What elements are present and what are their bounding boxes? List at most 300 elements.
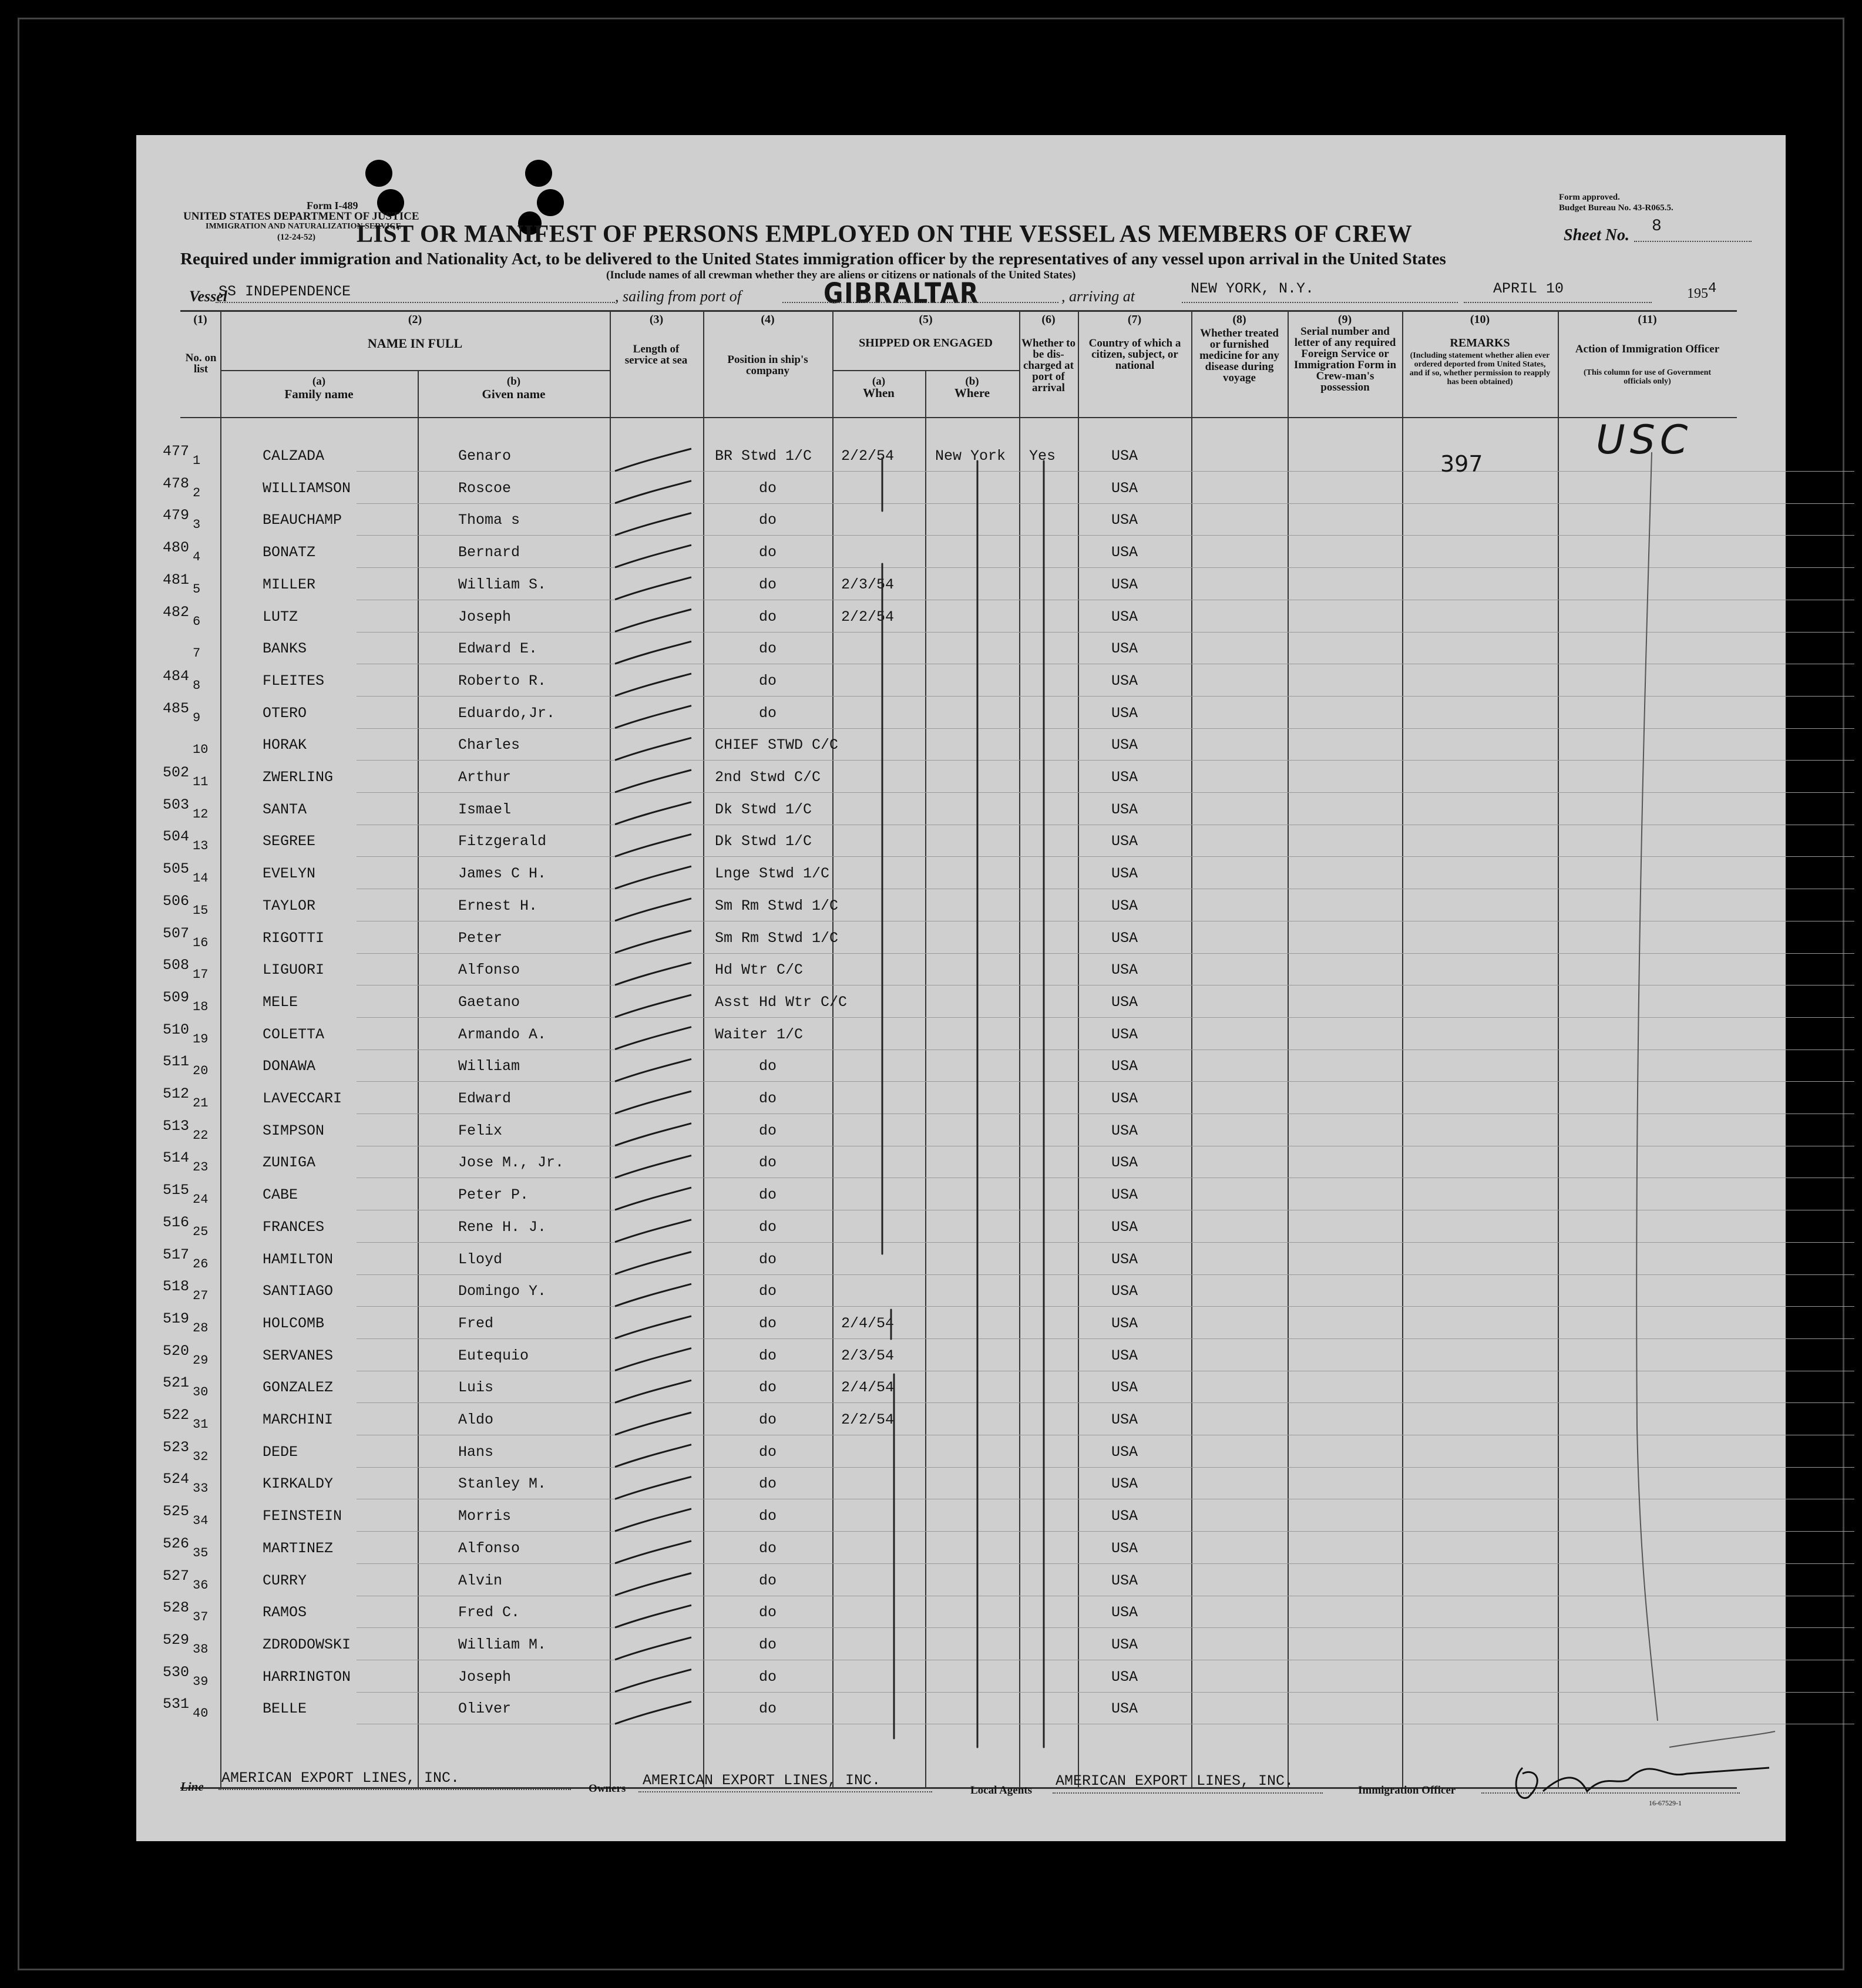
check-stroke (615, 834, 691, 856)
serial-number: 509 (162, 988, 189, 1006)
given-name: Bernard (458, 544, 520, 561)
given-name: Peter P. (458, 1186, 529, 1204)
check-stroke (615, 1316, 691, 1338)
check-stroke (615, 545, 691, 567)
discharge: Yes (1029, 448, 1056, 465)
check-stroke (615, 1573, 691, 1596)
line-number: 4 (193, 550, 201, 565)
family-name: HOLCOMB (263, 1314, 325, 1332)
country: USA (1111, 833, 1138, 850)
shipped-when: 2/4/54 (841, 1379, 895, 1397)
family-name: CABE (263, 1186, 298, 1204)
given-name: Alfonso (458, 1539, 520, 1557)
family-name: WILLIAMSON (263, 479, 351, 497)
check-stroke (615, 1220, 691, 1242)
position: do (759, 1283, 777, 1300)
country: USA (1111, 1508, 1138, 1525)
given-name: Arthur (458, 769, 512, 786)
vessel-name: SS INDEPENDENCE (219, 283, 351, 300)
country: USA (1111, 1700, 1138, 1718)
family-name: CALZADA (263, 448, 325, 465)
line-number: 5 (193, 581, 201, 597)
position: do (759, 1411, 777, 1428)
serial-number: 514 (162, 1149, 189, 1167)
family-name: RAMOS (263, 1604, 307, 1622)
country: USA (1111, 1154, 1138, 1172)
family-name: SANTA (263, 800, 307, 818)
line-number: 35 (193, 1545, 209, 1560)
form-approved: Form approved. (1559, 193, 1620, 202)
family-name: FEINSTEIN (263, 1508, 342, 1525)
position: do (759, 1090, 777, 1107)
departure-port: GIBRALTAR (824, 277, 979, 310)
given-name: Armando A. (458, 1025, 547, 1043)
line-number: 33 (193, 1481, 209, 1496)
given-name: Domingo Y. (458, 1283, 547, 1300)
line-label: Line (180, 1780, 204, 1794)
check-stroke (615, 449, 691, 471)
serial-number: 506 (162, 892, 189, 910)
position: do (759, 672, 777, 689)
serial-number: 524 (162, 1471, 189, 1488)
position: do (759, 1636, 777, 1653)
line-number: 38 (193, 1641, 209, 1657)
header-given-name: Given name (482, 387, 546, 401)
shipped-when: 2/4/54 (841, 1314, 895, 1332)
service: IMMIGRATION AND NATURALIZATION SERVICE (206, 222, 401, 231)
given-name: Aldo (458, 1411, 494, 1428)
serial-number: 531 (162, 1696, 189, 1713)
family-name: COLETTA (263, 1025, 325, 1043)
given-name: Genaro (458, 448, 512, 465)
family-name: BANKS (263, 640, 307, 658)
header-remarks: REMARKS (1450, 337, 1510, 349)
country: USA (1111, 1250, 1138, 1268)
check-stroke (615, 1476, 691, 1499)
country: USA (1111, 1090, 1138, 1107)
serial-number: 526 (162, 1535, 189, 1552)
family-name: HARRINGTON (263, 1668, 351, 1686)
header-medicine: Whether treated or furnished medicine for any disease during voyage (1199, 327, 1279, 384)
header-position: Position in ship's company (727, 354, 808, 377)
country: USA (1111, 544, 1138, 561)
given-name: Lloyd (458, 1250, 503, 1268)
country: USA (1111, 1604, 1138, 1622)
line-number: 9 (193, 710, 201, 725)
position: do (759, 1700, 777, 1718)
given-name: Hans (458, 1443, 494, 1461)
line-number: 17 (193, 967, 209, 983)
line-number: 34 (193, 1513, 209, 1529)
col-num: (6) (1041, 313, 1056, 326)
country: USA (1111, 1379, 1138, 1397)
budget-bureau: Budget Bureau No. 43-R065.5. (1559, 203, 1673, 213)
country: USA (1111, 672, 1138, 689)
line-number: 28 (193, 1320, 209, 1336)
serial-number: 529 (162, 1631, 189, 1649)
country: USA (1111, 1122, 1138, 1139)
country: USA (1111, 736, 1138, 754)
family-name: FRANCES (263, 1218, 325, 1236)
shipped-when: 2/2/54 (841, 1411, 895, 1428)
header-a: (a) (312, 375, 326, 388)
owners-label: Owners (589, 1782, 626, 1795)
serial-number: 482 (162, 603, 189, 621)
country: USA (1111, 1347, 1138, 1364)
check-stroke (615, 1091, 691, 1114)
position: Sm Rm Stwd 1/C (715, 897, 839, 914)
family-name: MILLER (263, 576, 316, 593)
check-stroke (615, 1445, 691, 1467)
given-name: Felix (458, 1122, 503, 1139)
given-name: Gaetano (458, 993, 520, 1011)
line-number: 12 (193, 806, 209, 822)
check-stroke (615, 1059, 691, 1081)
given-name: Fitzgerald (458, 833, 547, 850)
arriving-label: , arriving at (1061, 288, 1135, 305)
position: Lnge Stwd 1/C (715, 865, 830, 883)
shipped-when: 2/3/54 (841, 576, 895, 593)
check-stroke (615, 674, 691, 696)
country: USA (1111, 1186, 1138, 1204)
family-name: ZWERLING (263, 769, 334, 786)
family-name: HAMILTON (263, 1250, 334, 1268)
family-name: EVELYN (263, 865, 316, 883)
position: do (759, 1186, 777, 1204)
family-name: MARCHINI (263, 1411, 334, 1428)
officer-initials: USC (1596, 417, 1693, 463)
line-number: 6 (193, 614, 201, 629)
agents-label: Local Agents (970, 1784, 1033, 1797)
position: do (759, 1508, 777, 1525)
serial-number: 522 (162, 1407, 189, 1424)
position: do (759, 1379, 777, 1397)
line-number: 31 (193, 1417, 209, 1432)
position: do (759, 1250, 777, 1268)
header-serial: Serial number and letter of any required Foreign Service or Immigration Form in Crew-man's possession (1293, 325, 1397, 393)
given-name: Thoma s (458, 512, 520, 529)
col-num: (1) (193, 313, 207, 326)
serial-number: 505 (162, 860, 189, 878)
family-name: SIMPSON (263, 1122, 325, 1139)
check-stroke (615, 1027, 691, 1049)
serial-number: 523 (162, 1438, 189, 1456)
line-number: 11 (193, 775, 209, 789)
serial-number: 520 (162, 1342, 189, 1360)
family-name: LIGUORI (263, 961, 325, 979)
col-num: (11) (1638, 313, 1657, 326)
position: do (759, 512, 777, 529)
country: USA (1111, 479, 1138, 497)
header-b: (b) (506, 375, 521, 388)
country: USA (1111, 608, 1138, 625)
line-number: 32 (193, 1449, 209, 1464)
header-country: Country of which a citizen, subject, or national (1088, 337, 1181, 372)
line-number: 1 (193, 453, 201, 468)
line-number: 23 (193, 1160, 209, 1175)
sheet-number: 8 (1652, 217, 1662, 236)
country: USA (1111, 512, 1138, 529)
country: USA (1111, 1025, 1138, 1043)
check-stroke (615, 1637, 691, 1660)
col-num: (9) (1337, 313, 1352, 326)
position: do (759, 576, 777, 593)
family-name: DONAWA (263, 1058, 316, 1075)
arrival-port: NEW YORK, N.Y. (1191, 280, 1315, 297)
check-stroke (615, 706, 691, 728)
serial-number: 507 (162, 924, 189, 942)
header-discharged: Whether to be dis-charged at port of arrival (1021, 337, 1075, 394)
shipped-when: 2/2/54 (841, 608, 895, 625)
family-name: SANTIAGO (263, 1283, 334, 1300)
line-number: 14 (193, 871, 209, 886)
serial-number: 477 (162, 443, 189, 460)
position: CHIEF STWD C/C (715, 736, 839, 754)
position: do (759, 1218, 777, 1236)
serial-number: 504 (162, 828, 189, 846)
header-remarks-note: (Including statement whether alien ever ordered deported from United States, and if so, whether permission to reapply has been obtained) (1409, 351, 1551, 386)
form-date-code: (12-24-52) (277, 233, 315, 242)
family-name: CURRY (263, 1572, 307, 1589)
line-number: 25 (193, 1224, 209, 1239)
line-number: 8 (193, 678, 201, 693)
check-stroke (615, 610, 691, 632)
family-name: BONATZ (263, 544, 316, 561)
serial-number: 480 (162, 539, 189, 557)
serial-number: 503 (162, 796, 189, 813)
given-name: Alfonso (458, 961, 520, 979)
given-name: William S. (458, 576, 547, 593)
position: do (759, 1347, 777, 1364)
line-number: 3 (193, 517, 201, 533)
owners-value: AMERICAN EXPORT LINES, INC. (643, 1772, 881, 1789)
document-title: LIST OR MANIFEST OF PERSONS EMPLOYED ON THE VESSEL AS MEMBERS OF CREW (357, 221, 1413, 248)
arrival-date: APRIL 10 (1493, 280, 1564, 297)
given-name: Oliver (458, 1700, 512, 1718)
check-stroke (615, 1380, 691, 1402)
country: USA (1111, 576, 1138, 593)
check-stroke (615, 866, 691, 889)
country: USA (1111, 1411, 1138, 1428)
given-name: Roscoe (458, 479, 512, 497)
header-where: Where (954, 386, 990, 400)
country: USA (1111, 1283, 1138, 1300)
position: Waiter 1/C (715, 1025, 804, 1043)
line-number: 18 (193, 999, 209, 1014)
officer-label: Immigration Officer (1358, 1784, 1456, 1797)
given-name: Alvin (458, 1572, 503, 1589)
line-number: 37 (193, 1610, 209, 1625)
serial-number: 518 (162, 1278, 189, 1296)
check-stroke (615, 1123, 691, 1146)
col-num: (10) (1470, 313, 1490, 326)
line-number: 40 (193, 1706, 209, 1721)
print-code: 16-67529-1 (1649, 1799, 1682, 1807)
header-action-note: (This column for use of Government officials only) (1583, 368, 1712, 386)
family-name: ZDRODOWSKI (263, 1636, 351, 1653)
check-stroke (615, 1155, 691, 1178)
country: USA (1111, 865, 1138, 883)
family-name: MELE (263, 993, 298, 1011)
position: do (759, 1475, 777, 1493)
position: 2nd Stwd C/C (715, 769, 821, 786)
shipped-when: 2/3/54 (841, 1347, 895, 1364)
col-num: (5) (919, 313, 933, 326)
check-stroke (615, 481, 691, 503)
family-name: KIRKALDY (263, 1475, 334, 1493)
given-name: William (458, 1058, 520, 1075)
check-stroke (615, 1188, 691, 1210)
line-number: 15 (193, 903, 209, 918)
country: USA (1111, 929, 1138, 947)
line-number: 29 (193, 1353, 209, 1368)
position: do (759, 704, 777, 722)
family-name: BEAUCHAMP (263, 512, 342, 529)
line-number: 22 (193, 1128, 209, 1143)
check-stroke (615, 995, 691, 1017)
country: USA (1111, 704, 1138, 722)
line-number: 24 (193, 1192, 209, 1207)
given-name: Edward (458, 1090, 512, 1107)
serial-number: 517 (162, 1246, 189, 1263)
family-name: OTERO (263, 704, 307, 722)
serial-number: 513 (162, 1117, 189, 1135)
given-name: Eutequio (458, 1347, 529, 1364)
country: USA (1111, 961, 1138, 979)
position: do (759, 1539, 777, 1557)
line-number: 16 (193, 935, 209, 950)
country: USA (1111, 993, 1138, 1011)
check-stroke (615, 770, 691, 792)
serial-number: 512 (162, 1085, 189, 1102)
country: USA (1111, 1539, 1138, 1557)
position: BR Stwd 1/C (715, 448, 812, 465)
col-num: (4) (761, 313, 775, 326)
country: USA (1111, 1572, 1138, 1589)
remark-number: 397 (1440, 451, 1483, 477)
family-name: SERVANES (263, 1347, 334, 1364)
position: do (759, 640, 777, 658)
family-name: MARTINEZ (263, 1539, 334, 1557)
family-name: RIGOTTI (263, 929, 325, 947)
position: do (759, 1604, 777, 1622)
header-length: Length of service at sea (624, 343, 688, 366)
given-name: Fred (458, 1314, 494, 1332)
family-name: DEDE (263, 1443, 298, 1461)
given-name: Joseph (458, 1668, 512, 1686)
sheet-label: Sheet No. (1564, 226, 1629, 244)
position: do (759, 1443, 777, 1461)
col-num: (3) (649, 313, 664, 326)
col-num: (2) (408, 313, 422, 326)
serial-number: 515 (162, 1182, 189, 1199)
agents-value: AMERICAN EXPORT LINES, INC. (1056, 1772, 1294, 1789)
vessel-label: Vessel (189, 288, 227, 305)
position: do (759, 544, 777, 561)
serial-number: 528 (162, 1599, 189, 1617)
given-name: Ismael (458, 800, 512, 818)
line-number: 27 (193, 1289, 209, 1304)
country: USA (1111, 448, 1138, 465)
position: Sm Rm Stwd 1/C (715, 929, 839, 947)
given-name: Ernest H. (458, 897, 538, 914)
position: Dk Stwd 1/C (715, 833, 812, 850)
family-name: LUTZ (263, 608, 298, 625)
serial-number: 510 (162, 1021, 189, 1038)
position: Hd Wtr C/C (715, 961, 804, 979)
header-no-on-list: No. on list (185, 352, 217, 375)
shipped-when: 2/2/54 (841, 448, 895, 465)
given-name: Rene H. J. (458, 1218, 547, 1236)
header-5a: (a) (872, 375, 886, 388)
check-stroke (615, 899, 691, 921)
arrival-year: 1954 (1687, 281, 1717, 301)
family-name: LAVECCARI (263, 1090, 342, 1107)
check-stroke (615, 1541, 691, 1563)
manifest-sheet (136, 135, 1786, 1841)
line-number: 39 (193, 1674, 209, 1689)
header-family-name: Family name (284, 387, 354, 401)
serial-number: 478 (162, 475, 189, 492)
header-action: Action of Immigration Officer (1575, 343, 1720, 355)
family-name: GONZALEZ (263, 1379, 334, 1397)
serial-number: 530 (162, 1663, 189, 1681)
country: USA (1111, 1218, 1138, 1236)
serial-number: 525 (162, 1503, 189, 1521)
col-num: (7) (1127, 313, 1142, 326)
header-5b: (b) (965, 375, 979, 388)
check-stroke (615, 963, 691, 985)
check-stroke (615, 1701, 691, 1724)
position: do (759, 1572, 777, 1589)
check-stroke (615, 931, 691, 953)
family-name: SEGREE (263, 833, 316, 850)
check-stroke (615, 1348, 691, 1371)
given-name: Peter (458, 929, 503, 947)
given-name: Jose M., Jr. (458, 1154, 564, 1172)
check-stroke (615, 1605, 691, 1627)
line-number: 19 (193, 1031, 209, 1047)
shipped-where: New York (935, 448, 1006, 465)
check-stroke (615, 1509, 691, 1531)
country: USA (1111, 1443, 1138, 1461)
given-name: Edward E. (458, 640, 538, 658)
family-name: FLEITES (263, 672, 325, 689)
check-stroke (615, 802, 691, 825)
family-name: HORAK (263, 736, 307, 754)
country: USA (1111, 800, 1138, 818)
serial-number: 502 (162, 764, 189, 781)
line-number: 30 (193, 1385, 209, 1400)
serial-number: 519 (162, 1310, 189, 1327)
header-when: When (863, 386, 895, 400)
country: USA (1111, 897, 1138, 914)
country: USA (1111, 1475, 1138, 1493)
line-number: 26 (193, 1256, 209, 1271)
position: do (759, 479, 777, 497)
country: USA (1111, 640, 1138, 658)
check-stroke (615, 738, 691, 760)
line-number: 21 (193, 1096, 209, 1111)
line-number: 10 (193, 742, 209, 758)
serial-number: 516 (162, 1213, 189, 1231)
given-name: James C H. (458, 865, 547, 883)
pencil-marks (136, 135, 1786, 1841)
check-stroke (615, 513, 691, 535)
serial-number: 511 (162, 1053, 189, 1071)
check-stroke (615, 1412, 691, 1435)
given-name: William M. (458, 1636, 547, 1653)
